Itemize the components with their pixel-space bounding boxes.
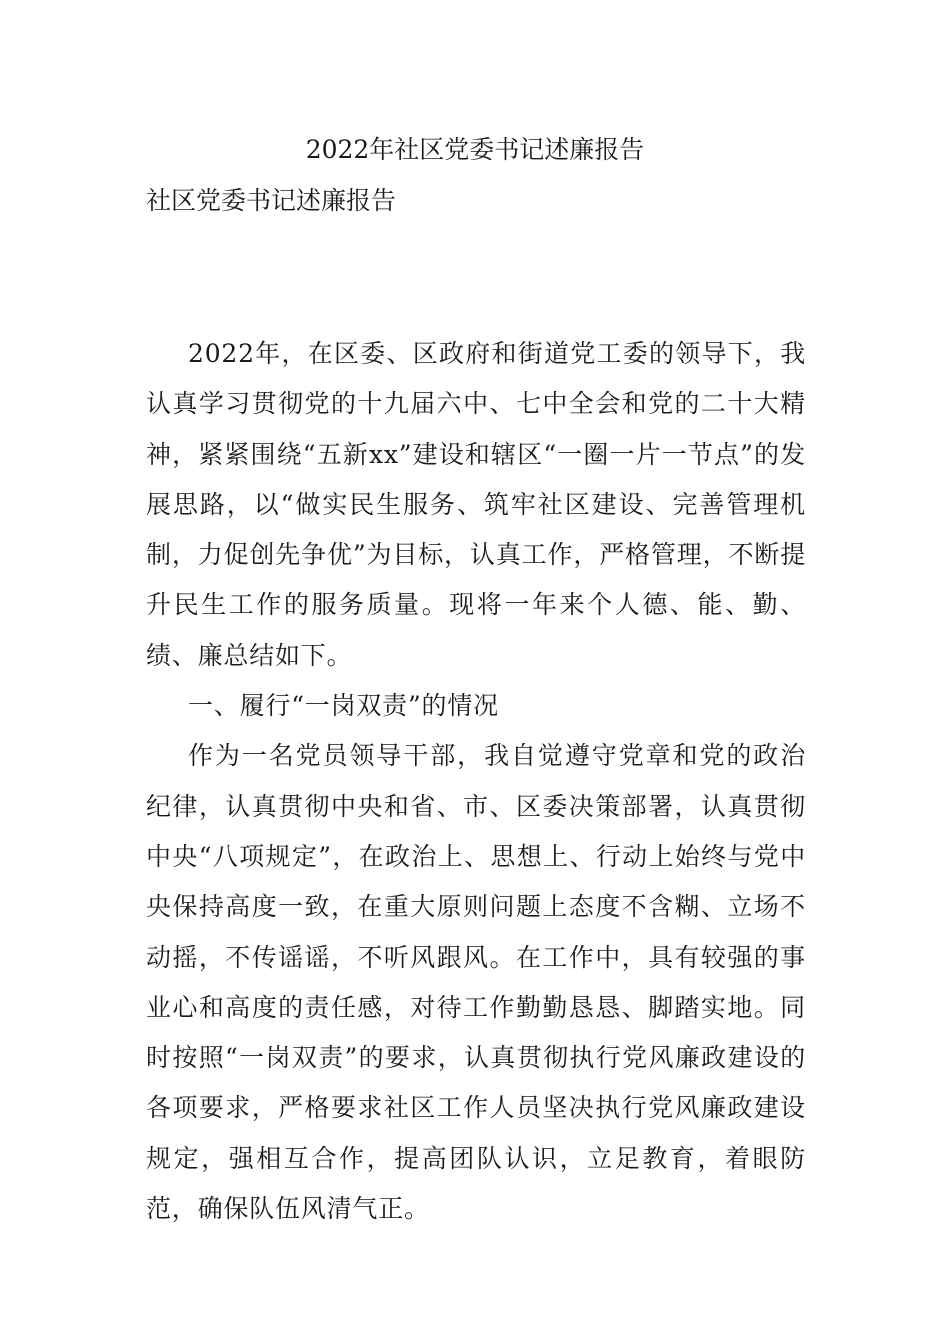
paragraph-section-1: 作为一名党员领导干部，我自觉遵守党章和党的政治纪律，认真贯彻中央和省、市、区委决策部署，认真贯彻中央“八项规定”，在政治上、思想上、行动上始终与党中央保持高度一致，在重大原则问题上态度不含糊、立场不动摇，不传谣谣，不听风跟风。在工作中，具有较强的事业心和高度的责任感，对待工作勤勤恳恳、脚踏实地。同时按照“一岗双责”的要求，认真贯彻执行党风廉政建设的各项要求，严格要求社区工作人员坚决执行党风廉政建设规定，强相互合作，提高团队认识，立足教育，着眼防范，确保队伍风清气正。 [146, 741, 806, 1224]
section-heading-1: 一、履行“一岗双责”的情况 [188, 691, 499, 721]
document-title: 2022年社区党委书记述廉报告 [305, 135, 645, 164]
document-body [146, 329, 806, 1234]
paragraph-intro: 2022年，在区委、区政府和街道党工委的领导下，我认真学习贯彻党的十九届六中、七中全会和党的二十大精神，紧紧围绕“五新xx”建设和辖区“一圈一片一节点”的发展思路，以“做实民生服务、筑牢社区建设、完善管理机制，力促创先争优”为目标，认真工作，严格管理，不断提升民生工作的服务质量。现将一年来个人德、能、勤、绩、廉总结如下。 [146, 339, 806, 670]
document-subtitle: 社区党委书记述廉报告 [146, 186, 397, 215]
